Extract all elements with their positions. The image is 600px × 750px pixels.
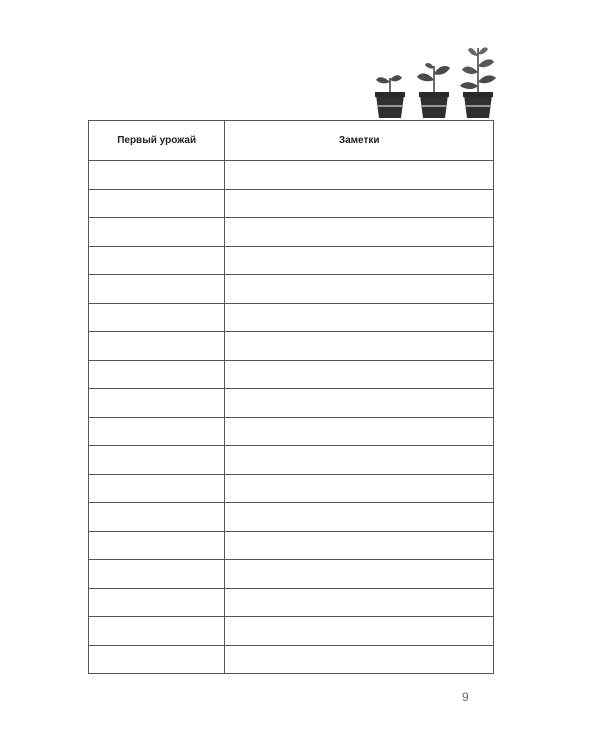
- table-row: [89, 503, 494, 532]
- notes-cell[interactable]: [225, 161, 494, 190]
- notes-cell[interactable]: [225, 617, 494, 646]
- header-notes: Заметки: [225, 121, 494, 161]
- table-row: [89, 218, 494, 247]
- first-harvest-cell[interactable]: [89, 360, 225, 389]
- notes-cell[interactable]: [225, 332, 494, 361]
- first-harvest-cell[interactable]: [89, 246, 225, 275]
- table-row: [89, 303, 494, 332]
- notes-cell[interactable]: [225, 189, 494, 218]
- first-harvest-cell[interactable]: [89, 446, 225, 475]
- table-row: [89, 332, 494, 361]
- notes-cell[interactable]: [225, 303, 494, 332]
- first-harvest-cell[interactable]: [89, 588, 225, 617]
- table-row: [89, 645, 494, 674]
- first-harvest-cell[interactable]: [89, 303, 225, 332]
- first-harvest-cell[interactable]: [89, 189, 225, 218]
- notes-cell[interactable]: [225, 389, 494, 418]
- table-row: [89, 360, 494, 389]
- first-harvest-cell[interactable]: [89, 417, 225, 446]
- table-row: [89, 417, 494, 446]
- seedling-pot-medium: [417, 63, 450, 118]
- first-harvest-cell[interactable]: [89, 503, 225, 532]
- notes-cell[interactable]: [225, 446, 494, 475]
- table-row: [89, 588, 494, 617]
- table-row: [89, 617, 494, 646]
- first-harvest-cell[interactable]: [89, 389, 225, 418]
- table-row: [89, 161, 494, 190]
- first-harvest-cell[interactable]: [89, 332, 225, 361]
- header-first-harvest: Первый урожай: [89, 121, 225, 161]
- first-harvest-cell[interactable]: [89, 161, 225, 190]
- first-harvest-cell[interactable]: [89, 474, 225, 503]
- notes-cell[interactable]: [225, 218, 494, 247]
- notes-cell[interactable]: [225, 531, 494, 560]
- notes-cell[interactable]: [225, 417, 494, 446]
- notes-cell[interactable]: [225, 246, 494, 275]
- seedling-pot-small: [375, 75, 405, 118]
- notes-cell[interactable]: [225, 560, 494, 589]
- notes-cell[interactable]: [225, 360, 494, 389]
- notes-cell[interactable]: [225, 645, 494, 674]
- harvest-notes-table: [88, 120, 494, 674]
- table-header-row: [89, 121, 494, 161]
- table-row: [89, 560, 494, 589]
- table-row: [89, 275, 494, 304]
- first-harvest-cell[interactable]: [89, 531, 225, 560]
- first-harvest-cell[interactable]: [89, 617, 225, 646]
- notes-cell[interactable]: [225, 588, 494, 617]
- table-row: [89, 474, 494, 503]
- table-row: [89, 389, 494, 418]
- notes-cell[interactable]: [225, 474, 494, 503]
- notes-cell[interactable]: [225, 503, 494, 532]
- table-row: [89, 446, 494, 475]
- table-row: [89, 246, 494, 275]
- notes-cell[interactable]: [225, 275, 494, 304]
- table-row: [89, 531, 494, 560]
- first-harvest-cell[interactable]: [89, 560, 225, 589]
- seedling-pot-large: [460, 47, 496, 118]
- first-harvest-cell[interactable]: [89, 275, 225, 304]
- table-row: [89, 189, 494, 218]
- first-harvest-cell[interactable]: [89, 218, 225, 247]
- potted-seedlings-icon: [370, 42, 500, 122]
- first-harvest-cell[interactable]: [89, 645, 225, 674]
- page-number: 9: [462, 690, 469, 704]
